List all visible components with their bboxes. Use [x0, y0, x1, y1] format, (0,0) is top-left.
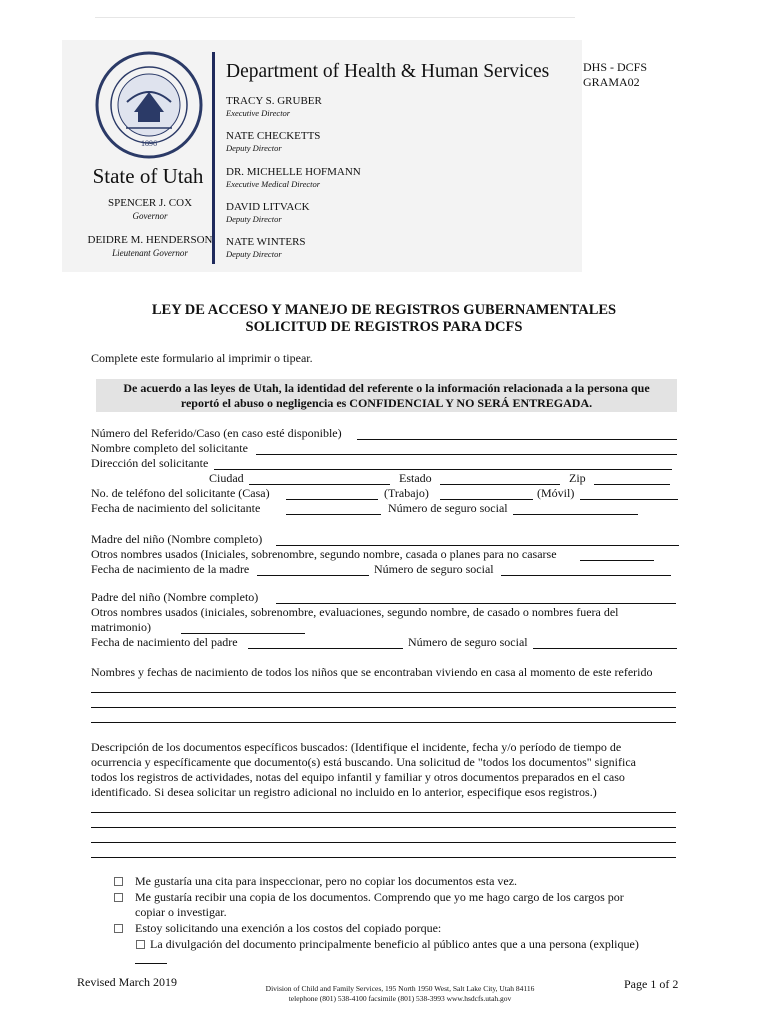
- official-name: NATE CHECKETTS: [226, 130, 321, 142]
- official-role: Deputy Director: [226, 143, 282, 153]
- mother-name-label: Madre del niño (Nombre completo): [91, 532, 263, 546]
- page-number: Page 1 of 2: [624, 977, 679, 991]
- inspect-checkbox[interactable]: [114, 877, 123, 886]
- requester-dob-field[interactable]: [286, 514, 381, 515]
- waiver-public-checkbox[interactable]: [136, 940, 145, 949]
- father-ssn-label: Número de seguro social: [408, 635, 528, 649]
- official-name: DR. MICHELLE HOFMANN: [226, 166, 361, 178]
- mother-name-field[interactable]: [276, 545, 679, 546]
- phone-work-field[interactable]: [440, 499, 533, 500]
- phone-home-field[interactable]: [286, 499, 378, 500]
- city-label: Ciudad: [209, 471, 244, 485]
- case-number-field[interactable]: [357, 439, 677, 440]
- father-name-field[interactable]: [276, 603, 676, 604]
- requester-ssn-field[interactable]: [513, 514, 638, 515]
- waiver-public-label: La divulgación del documento principalmente beneficio al público antes que a una persona (explique): [150, 937, 639, 951]
- zip-label: Zip: [569, 471, 586, 485]
- description-field-line[interactable]: [91, 857, 676, 858]
- city-field[interactable]: [249, 484, 390, 485]
- father-dob-label: Fecha de nacimiento del padre: [91, 635, 238, 649]
- phone-mobile-field[interactable]: [580, 499, 678, 500]
- description-instructions: Descripción de los documentos específicos buscados: (Identifique el incidente, fecha y/o período de tiempo de: [91, 740, 622, 754]
- zip-field[interactable]: [594, 484, 670, 485]
- father-name-label: Padre del niño (Nombre completo): [91, 590, 259, 604]
- governor-role: Governor: [132, 211, 168, 221]
- description-instructions: todos los registros de actividades, notas del equipo infantil y familiar y otros documentos preparados en el caso: [91, 770, 625, 784]
- form-instruction: Complete este formulario al imprimir o tipear.: [91, 351, 313, 365]
- official-role: Executive Medical Director: [226, 179, 321, 189]
- mother-dob-label: Fecha de nacimiento de la madre: [91, 562, 250, 576]
- footer-contact: telephone (801) 538-4100 facsimile (801) 538-3993 www.hsdcfs.utah.gov: [288, 994, 512, 1003]
- description-field-line[interactable]: [91, 812, 676, 813]
- phone-home-label: No. de teléfono del solicitante (Casa): [91, 486, 270, 500]
- notice-line: De acuerdo a las leyes de Utah, la identidad del referente o la información relacionada a la persona que: [123, 381, 650, 395]
- notice-line: reportó el abuso o negligencia es CONFIDENCIAL Y NO SERÁ ENTREGADA.: [180, 396, 593, 410]
- description-instructions: ocurrencia y específicamente que documento(s) está buscando. Una solicitud de "todos los documentos" significa: [91, 755, 636, 769]
- official-role: Deputy Director: [226, 214, 282, 224]
- letterhead-divider: [212, 52, 215, 264]
- waiver-option-label: Estoy solicitando una exención a los costos del copiado porque:: [135, 921, 442, 935]
- requester-address-label: Dirección del solicitante: [91, 456, 209, 470]
- official-name: TRACY S. GRUBER: [226, 95, 322, 107]
- department-title: Department of Health & Human Services: [226, 61, 550, 82]
- inspect-option-label: Me gustaría una cita para inspeccionar, pero no copiar los documentos esta vez.: [135, 874, 518, 888]
- form-code-agency: DHS - DCFS: [583, 60, 648, 74]
- form-code-number: GRAMA02: [583, 75, 640, 89]
- copy-option-label-cont: copiar o investigar.: [135, 905, 227, 919]
- official-role: Executive Director: [226, 108, 291, 118]
- father-dob-field[interactable]: [248, 648, 403, 649]
- copy-option-label: Me gustaría recibir una copia de los documentos. Comprendo que yo me hago cargo de los cargos por: [135, 890, 624, 904]
- requester-name-label: Nombre completo del solicitante: [91, 441, 248, 455]
- top-rule: [95, 17, 575, 18]
- children-field-line[interactable]: [91, 707, 676, 708]
- state-field[interactable]: [440, 484, 560, 485]
- description-field-line[interactable]: [91, 827, 676, 828]
- children-field-line[interactable]: [91, 722, 676, 723]
- official-name: NATE WINTERS: [226, 236, 306, 248]
- requester-address-field[interactable]: [214, 469, 672, 470]
- waiver-explain-field[interactable]: [135, 963, 167, 964]
- mother-dob-field[interactable]: [257, 575, 369, 576]
- father-ssn-field[interactable]: [533, 648, 677, 649]
- state-seal-icon: [94, 50, 204, 160]
- mother-ssn-field[interactable]: [501, 575, 671, 576]
- footer-address: Division of Child and Family Services, 195 North 1950 West, Salt Lake City, Utah 84116: [265, 984, 535, 993]
- requester-ssn-label: Número de seguro social: [388, 501, 508, 515]
- phone-mobile-label: (Móvil): [537, 486, 575, 500]
- requester-name-field[interactable]: [256, 454, 677, 455]
- state-title: State of Utah: [92, 164, 204, 188]
- description-field-line[interactable]: [91, 842, 676, 843]
- form-subtitle: SOLICITUD DE REGISTROS PARA DCFS: [245, 319, 523, 335]
- seal-year: 1896: [141, 139, 157, 148]
- waiver-checkbox[interactable]: [114, 924, 123, 933]
- mother-other-names-label: Otros nombres usados (Iniciales, sobrenombre, segundo nombre, casada o planes para no casarse: [91, 547, 557, 561]
- governor-name: SPENCER J. COX: [107, 197, 193, 209]
- description-instructions: identificado. Si desea solicitar un registro adicional no incluido en lo anterior, especifique esos registros.): [91, 785, 597, 799]
- mother-other-names-field[interactable]: [580, 560, 654, 561]
- form-title: LEY DE ACCESO Y MANEJO DE REGISTROS GUBERNAMENTALES: [151, 302, 617, 318]
- phone-work-label: (Trabajo): [384, 486, 429, 500]
- requester-dob-label: Fecha de nacimiento del solicitante: [91, 501, 261, 515]
- children-heading: Nombres y fechas de nacimiento de todos los niños que se encontraban viviendo en casa al momento de este referido: [91, 665, 653, 679]
- lt-governor-role: Lieutenant Governor: [112, 248, 188, 258]
- father-other-names-label: Otros nombres usados (iniciales, sobrenombre, evaluaciones, segundo nombre, de casado o nombres fuera del: [91, 605, 619, 619]
- revision-date: Revised March 2019: [77, 975, 177, 989]
- official-role: Deputy Director: [226, 249, 282, 259]
- copy-checkbox[interactable]: [114, 893, 123, 902]
- lt-governor-name: DEIDRE M. HENDERSON: [87, 234, 213, 246]
- case-number-label: Número del Referido/Caso (en caso esté disponible): [91, 426, 342, 440]
- mother-ssn-label: Número de seguro social: [374, 562, 494, 576]
- father-other-names-label-cont: matrimonio): [91, 620, 151, 634]
- official-name: DAVID LITVACK: [226, 201, 310, 213]
- children-field-line[interactable]: [91, 692, 676, 693]
- state-label: Estado: [399, 471, 432, 485]
- father-other-names-field[interactable]: [181, 633, 305, 634]
